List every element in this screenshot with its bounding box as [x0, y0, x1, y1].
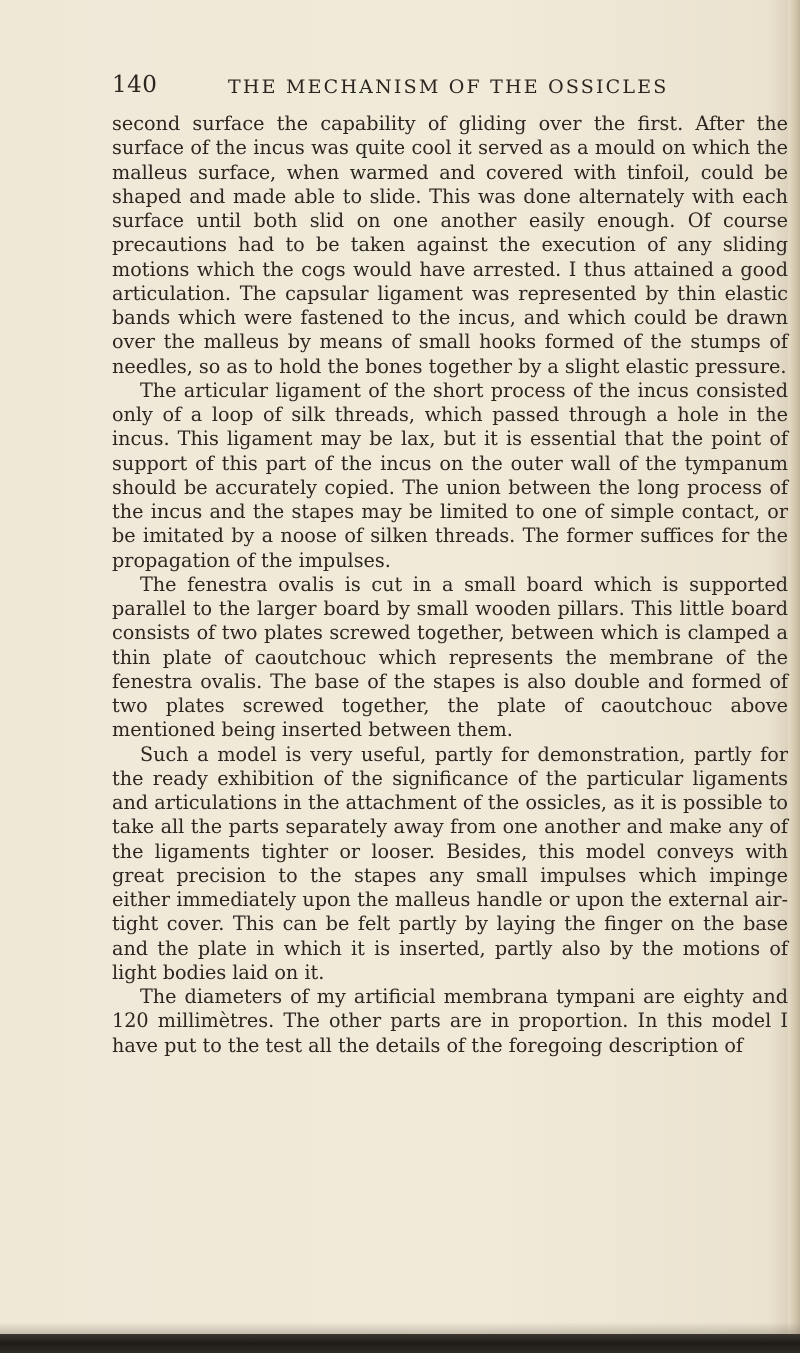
- page-number: 140: [112, 72, 158, 98]
- paragraph: second surface the capability of gliding over the first. After the surface of the incus was quite cool it served as a mould on which the malleus surface, when warmed and covered with tinfoil, could be shaped and made able to slide. This was done alternately with each surface until both slid on one another easily enough. Of course precautions had to be taken against the execution of any sliding motions which the cogs would have arrested. I thus attained a good articulation. The capsular ligament was represented by thin elastic bands which were fastened to the incus, and which could be drawn over the malleus by means of small hooks formed of the stumps of needles, so as to hold the bones together by a slight elastic pressure.: [112, 112, 788, 378]
- paragraph: The diameters of my artificial membrana tympani are eighty and 120 millimètres. The other parts are in proportion. In this model I have put to the test all the details of the foregoing description of: [112, 985, 788, 1057]
- running-head: THE MECHANISM OF THE OSSICLES: [228, 76, 669, 98]
- page-edge: [788, 0, 800, 1353]
- page-header: [112, 72, 752, 106]
- paragraph: Such a model is very useful, partly for demonstration, partly for the ready exhibition of the significance of the particular ligaments and articulations in the attachment of the ossicles, as it is possible to take all the parts separately away from one another and make any of the ligaments tighter or looser. Besides, this model conveys with great precision to the stapes any small impulses which impinge either immediately upon the malleus handle or upon the external air-tight cover. This can be felt partly by laying the finger on the base and the plate in which it is inserted, partly also by the motions of light bodies laid on it.: [112, 742, 788, 984]
- page-bottom-shadow: [0, 1322, 800, 1334]
- body-text: [112, 112, 788, 1058]
- page-bottom-edge: [0, 1334, 800, 1353]
- paragraph: The fenestra ovalis is cut in a small board which is supported parallel to the larger board by small wooden pillars. This little board consists of two plates screwed together, between which is clamped a thin plate of caoutchouc which represents the membrane of the fenestra ovalis. The base of the stapes is also double and formed of two plates screwed together, the plate of caoutchouc above mentioned being inserted between them.: [112, 572, 788, 742]
- paragraph: The articular ligament of the short process of the incus consisted only of a loop of silk threads, which passed through a hole in the incus. This ligament may be lax, but it is essential that the point of support of this part of the incus on the outer wall of the tympanum should be accurately copied. The union between the long process of the incus and the stapes may be limited to one of simple contact, or be imitated by a noose of silken threads. The former suffices for the propagation of the impulses.: [112, 378, 788, 572]
